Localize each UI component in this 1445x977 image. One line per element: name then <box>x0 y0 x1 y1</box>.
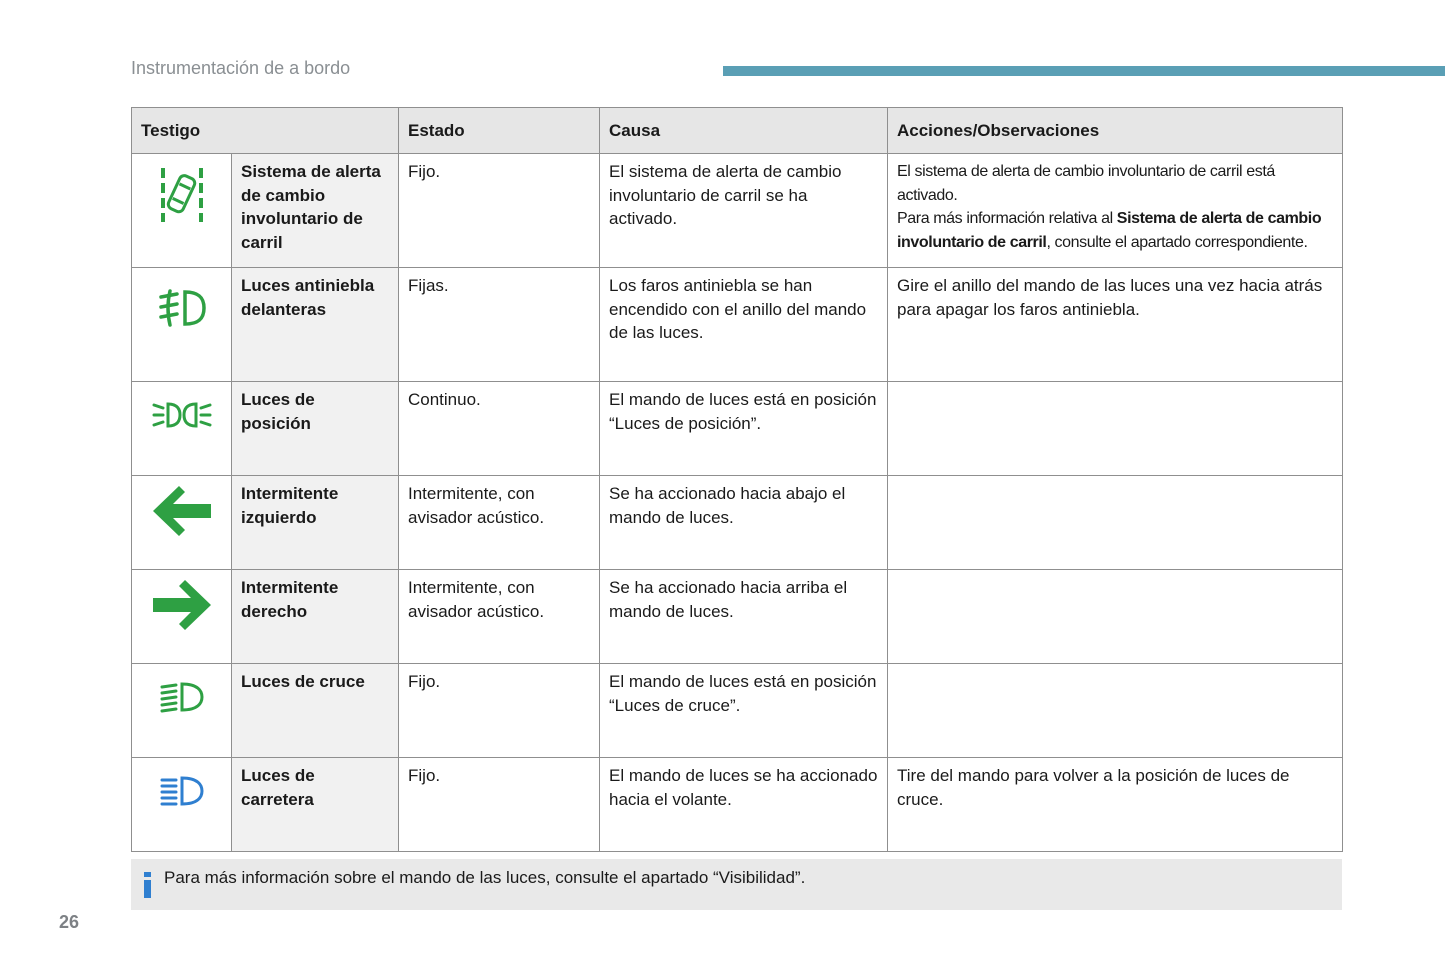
table-row <box>132 758 1343 852</box>
row-name: Luces de posición <box>232 382 399 476</box>
row-estado: Continuo. <box>399 382 600 476</box>
table-row <box>132 476 1343 570</box>
row-causa: El mando de luces está en posición “Luces de posición”. <box>600 382 888 476</box>
row-acciones <box>888 382 1343 476</box>
row-name: Sistema de alerta de cambio involuntario de carril <box>232 154 399 268</box>
row-causa: El sistema de alerta de cambio involuntario de carril se ha activado. <box>600 154 888 268</box>
info-note-text: Para más información sobre el mando de las luces, consulte el apartado “Visibilidad”. <box>164 868 806 887</box>
table-row <box>132 382 1343 476</box>
row-acciones <box>888 664 1343 758</box>
row-acciones <box>888 570 1343 664</box>
left-turn-arrow-icon <box>132 476 231 546</box>
row-name: Luces antiniebla delanteras <box>232 268 399 382</box>
row-estado: Intermitente, con avisador acústico. <box>399 570 600 664</box>
info-icon <box>143 872 152 898</box>
table-header-row <box>132 108 1343 154</box>
position-lights-icon <box>132 382 231 448</box>
row-estado: Fijas. <box>399 268 600 382</box>
row-causa: Se ha accionado hacia arriba el mando de luces. <box>600 570 888 664</box>
row-name: Luces de cruce <box>232 664 399 758</box>
row-causa: El mando de luces está en posición “Luces de cruce”. <box>600 664 888 758</box>
row-acciones: El sistema de alerta de cambio involuntario de carril está activado. Para más información relativa al Sistema de alerta de cambio involuntario de carril, consulte el apartado correspondiente. <box>888 154 1343 268</box>
section-title: Instrumentación de a bordo <box>131 58 351 78</box>
row-name: Intermitente izquierdo <box>232 476 399 570</box>
front-fog-light-icon <box>132 268 231 348</box>
row-name: Intermitente derecho <box>232 570 399 664</box>
low-beam-icon <box>132 664 231 730</box>
table-row <box>132 570 1343 664</box>
lane-departure-icon <box>132 154 231 234</box>
right-turn-arrow-icon <box>132 570 231 640</box>
row-name: Luces de carretera <box>232 758 399 852</box>
high-beam-icon <box>132 758 231 824</box>
row-estado: Intermitente, con avisador acústico. <box>399 476 600 570</box>
row-causa: El mando de luces se ha accionado hacia el volante. <box>600 758 888 852</box>
page-number: 26 <box>59 912 80 932</box>
header-testigo: Testigo <box>132 108 399 154</box>
row-causa: Los faros antiniebla se han encendido con el anillo del mando de las luces. <box>600 268 888 382</box>
row-acciones <box>888 476 1343 570</box>
row-estado: Fijo. <box>399 664 600 758</box>
header-causa: Causa <box>600 108 888 154</box>
table-row <box>132 664 1343 758</box>
header-estado: Estado <box>399 108 600 154</box>
header-accent-bar <box>723 66 1445 76</box>
header-acciones: Acciones/Observaciones <box>888 108 1343 154</box>
row-estado: Fijo. <box>399 758 600 852</box>
warning-lights-table <box>131 107 1342 851</box>
row-acciones: Gire el anillo del mando de las luces una vez hacia atrás para apagar los faros antiniebla. <box>888 268 1343 382</box>
row-estado: Fijo. <box>399 154 600 268</box>
table-row <box>132 154 1343 268</box>
row-acciones: Tire del mando para volver a la posición de luces de cruce. <box>888 758 1343 852</box>
table-row <box>132 268 1343 382</box>
row-causa: Se ha accionado hacia abajo el mando de luces. <box>600 476 888 570</box>
